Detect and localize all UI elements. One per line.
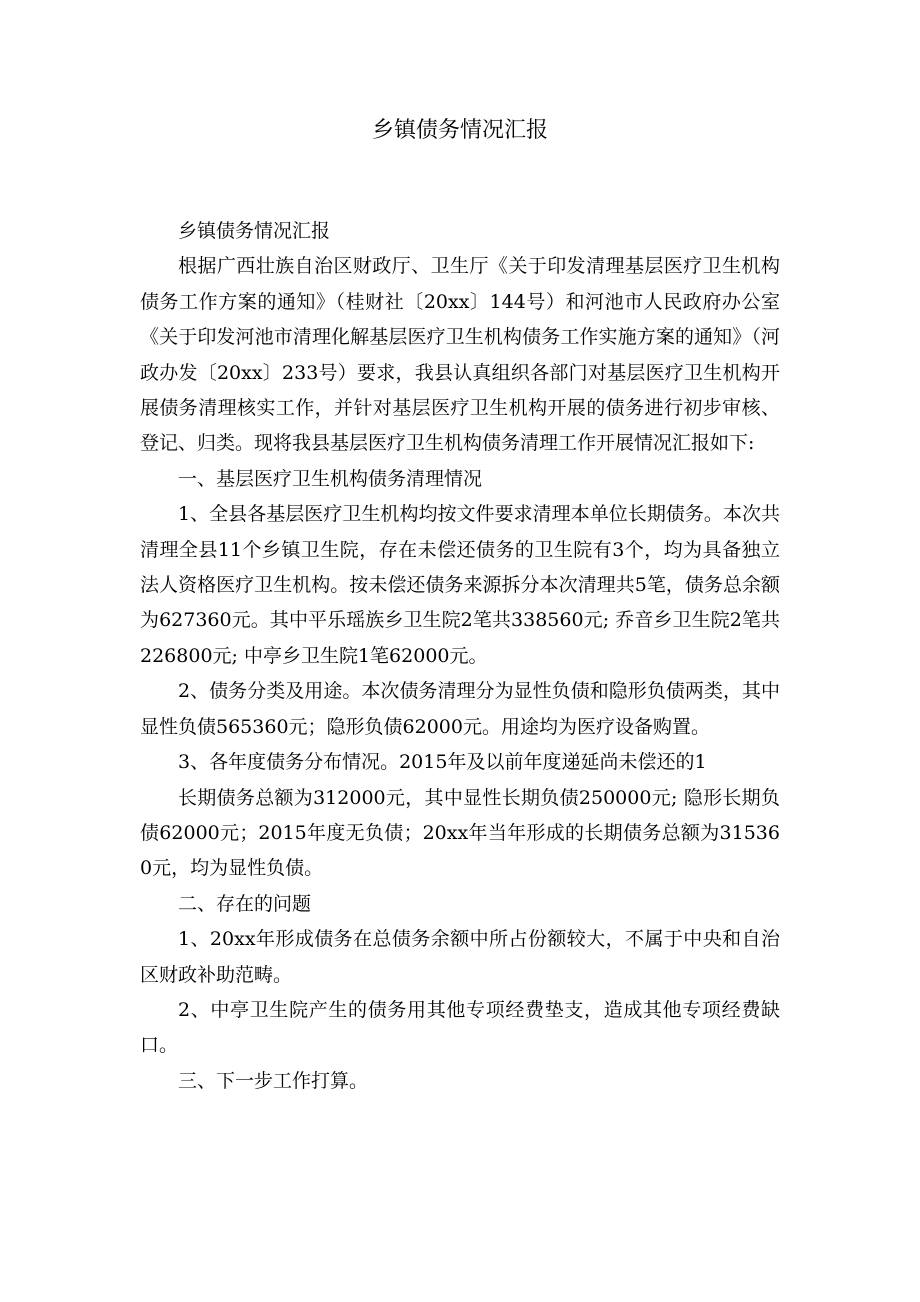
paragraph-problem-1: 1、20xx年形成债务在总债务余额中所占份额较大，不属于中央和自治区财政补助范畴。 — [140, 928, 780, 986]
paragraph-item-2: 2、债务分类及用途。本次债务清理分为显性负债和隐形负债两类，其中显性负债565360元；隐形负债62000元。用途均为医疗设备购置。 — [140, 680, 780, 738]
paragraph-item-3: 3、各年度债务分布情况。2015年及以前年度递延尚未偿还的1 — [178, 751, 707, 774]
paragraph-item-3-continued: 长期债务总额为312000元，其中显性长期负债250000元; 隐形长期负债62000元；2015年度无负债；20xx年当年形成的长期债务总额为315360元，均为显性负债。 — [140, 786, 780, 880]
section-heading-2: 二、存在的问题 — [178, 892, 312, 915]
section-heading-3: 三、下一步工作打算。 — [178, 1069, 369, 1092]
paragraph-intro: 根据广西壮族自治区财政厅、卫生厅《关于印发清理基层医疗卫生机构债务工作方案的通知》（桂财社〔20xx〕144号）和河池市人民政府办公室《关于印发河池市清理化解基层医疗卫生机构债务工作实施方案的通知》（河政办发〔20xx〕233号）要求，我县认真组织各部门对基层医疗卫生机构开展债务清理核实工作，并针对基层医疗卫生机构开展的债务进行初步审核、登记、归类。现将我县基层医疗卫生机构债务清理工作开展情况汇报如下: — [140, 255, 780, 455]
section-heading-1: 一、基层医疗卫生机构债务清理情况 — [178, 467, 483, 490]
document-body — [140, 214, 780, 1099]
paragraph-subtitle: 乡镇债务情况汇报 — [178, 220, 331, 242]
paragraph-problem-2: 2、中亭卫生院产生的债务用其他专项经费垫支，造成其他专项经费缺口。 — [140, 998, 780, 1057]
document-title: 乡镇债务情况汇报 — [371, 118, 548, 143]
paragraph-item-1: 1、全县各基层医疗卫生机构均按文件要求清理本单位长期债务。本次共清理全县11个乡镇卫生院，存在未偿还债务的卫生院有3个，均为具备独立法人资格医疗卫生机构。按未偿还债务来源拆分本次清理共5笔，债务总余额为627360元。其中平乐瑶族乡卫生院2笔共338560元; 乔音乡卫生院2笔共226800元; 中亭乡卫生院1笔62000元。 — [140, 503, 780, 667]
